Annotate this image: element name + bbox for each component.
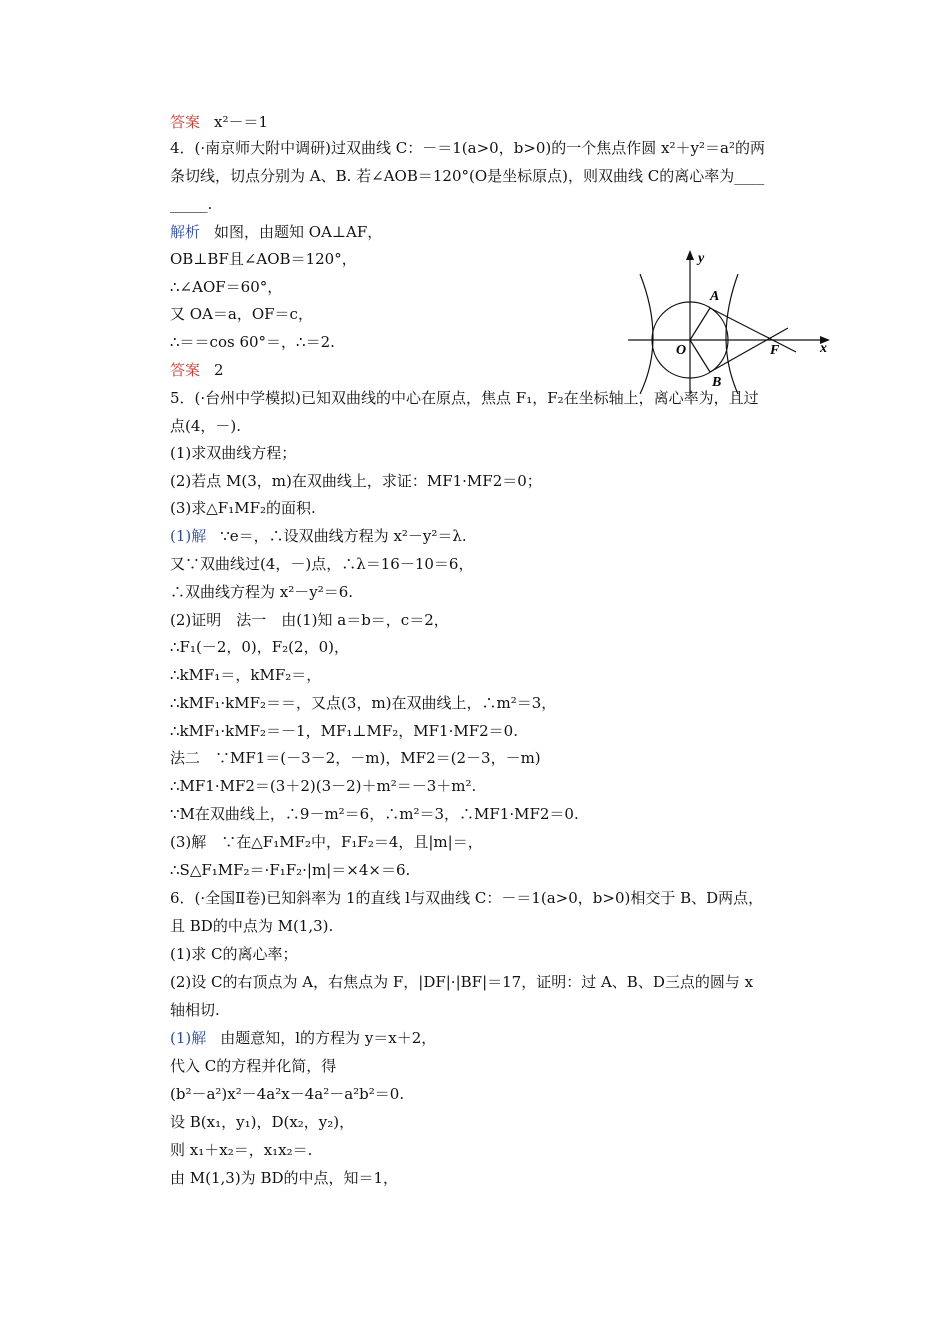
label-b: B	[712, 375, 722, 390]
line-text: 由 M(1,3)为 BD的中点，知＝1，	[170, 1169, 399, 1187]
text-line	[170, 888, 763, 908]
text-line	[170, 138, 765, 158]
line-text: ∴＝＝cos 60°＝，∴＝2.	[170, 333, 335, 351]
line-text: ∴MF1·MF2＝(3＋2)(3－2)＋m²＝－3＋m².	[170, 777, 477, 795]
line-label: (1)解	[170, 1029, 207, 1047]
text-line	[170, 166, 764, 186]
label-o: O	[676, 343, 687, 358]
text-line	[170, 360, 224, 380]
text-line	[170, 972, 753, 992]
line-text: x²－＝1	[214, 113, 269, 131]
text-line	[170, 554, 473, 574]
text-line	[170, 1084, 404, 1104]
line-text: 点(4，－).	[170, 417, 242, 435]
line-text: (2)证明 法一 由(1)知 a＝b＝，c＝2，	[170, 611, 449, 629]
line-text: 由题意知，l的方程为 y＝x＋2，	[220, 1029, 437, 1047]
hyperbola-figure	[626, 248, 834, 394]
line-label: (1)解	[170, 527, 207, 545]
line-text: ∵M在双曲线上，∴9－m²＝6，∴m²＝3，∴MF1·MF2＝0.	[170, 805, 579, 823]
line-label: 解析	[170, 223, 201, 241]
text-line	[170, 194, 212, 214]
text-line	[170, 112, 268, 132]
text-line	[170, 498, 316, 518]
line-text: ∴F₁(－2，0)，F₂(2，0)，	[170, 638, 349, 656]
line-text: 如图，由题知 OA⊥AF，	[214, 223, 383, 241]
line-text: (1)求 C的离心率；	[170, 945, 298, 963]
line-text: (b²－a²)x²－4a²x－4a²－a²b²＝0.	[170, 1085, 405, 1103]
label-y: y	[698, 251, 705, 266]
text-line	[170, 249, 357, 269]
text-line	[170, 1000, 220, 1020]
line-text: ∴双曲线方程为 x²－y²＝6.	[170, 583, 354, 601]
text-line	[170, 860, 410, 880]
text-line	[170, 526, 467, 546]
text-line	[170, 916, 333, 936]
text-line	[170, 304, 313, 324]
text-line	[170, 443, 296, 463]
text-line	[170, 944, 298, 964]
text-line	[170, 1168, 398, 1188]
line-text: 4．(·南京师大附中调研)过双曲线 C：－＝1(a>0，b>0)的一个焦点作圆 x²＋y²＝a²的两	[170, 139, 765, 157]
text-line	[170, 332, 335, 352]
line-text: ∴kMF₁·kMF₂＝－1，MF₁⊥MF₂，MF1·MF2＝0.	[170, 722, 518, 740]
line-text: ∴∠AOF＝60°，	[170, 278, 283, 296]
line-text: 条切线，切点分别为 A、B. 若∠AOB＝120°(O是坐标原点)，则双曲线 C的离心率为____	[170, 167, 765, 185]
line-text: (3)求△F₁MF₂的面积.	[170, 499, 316, 517]
text-line	[170, 721, 518, 741]
text-line	[170, 416, 241, 436]
line-text: 又 OA＝a，OF＝c，	[170, 305, 313, 323]
line-text: 轴相切.	[170, 1001, 220, 1019]
line-text: (2)若点 M(3，m)在双曲线上，求证：MF1·MF2＝0；	[170, 472, 542, 490]
line-text: (1)求双曲线方程；	[170, 444, 297, 462]
text-line	[170, 748, 541, 768]
line-text: 法二 ∵MF1＝(－3－2，－m)，MF2＝(2－3，－m)	[170, 749, 541, 767]
text-line	[170, 776, 476, 796]
line-text: 且 BD的中点为 M(1,3).	[170, 917, 334, 935]
text-line	[170, 804, 579, 824]
line-text: _____.	[170, 195, 213, 213]
text-line	[170, 693, 556, 713]
text-line	[170, 637, 349, 657]
label-f: F	[770, 343, 780, 358]
y-axis-arrow	[686, 250, 694, 260]
line-text: 则 x₁＋x₂＝，x₁x₂＝.	[170, 1141, 313, 1159]
line-text: 代入 C的方程并化简，得	[170, 1057, 337, 1075]
text-line	[170, 1028, 436, 1048]
line-text: (3)解 ∵在△F₁MF₂中，F₁F₂＝4，且|m|＝，	[170, 833, 483, 851]
line-text: ∵e＝，∴设双曲线方程为 x²－y²＝λ.	[220, 527, 467, 545]
text-line	[170, 610, 449, 630]
text-line	[170, 1112, 354, 1132]
hyperbola-left-branch	[640, 274, 653, 394]
text-line	[170, 222, 382, 242]
line-text: 2	[214, 361, 224, 379]
line-text: ∴kMF₁＝，kMF₂＝，	[170, 666, 322, 684]
line-text: 设 B(x₁，y₁)，D(x₂，y₂)，	[170, 1113, 355, 1131]
radius-oa	[690, 308, 710, 340]
line-text: OB⊥BF且∠AOB＝120°，	[170, 250, 357, 268]
line-label: 答案	[170, 113, 201, 131]
label-a: A	[710, 289, 720, 304]
text-line	[170, 665, 321, 685]
line-text: 又∵双曲线过(4，－)点，∴λ＝16－10＝6，	[170, 555, 474, 573]
line-text: (2)设 C的右顶点为 A，右焦点为 F，|DF|·|BF|＝17，证明：过 A、B、D三点的圆与 x	[170, 973, 754, 991]
text-line	[170, 582, 353, 602]
line-text: ∴kMF₁·kMF₂＝＝，又点(3，m)在双曲线上，∴m²＝3，	[170, 694, 557, 712]
line-text: 6．(·全国Ⅱ卷)已知斜率为 1的直线 l与双曲线 C：－＝1(a>0，b>0)相交于 B、D两点，	[170, 889, 764, 907]
text-line	[170, 277, 282, 297]
text-line	[170, 1140, 312, 1160]
label-x: x	[820, 341, 827, 356]
text-line	[170, 471, 542, 491]
text-line	[170, 1056, 336, 1076]
tangent-line-a	[710, 308, 796, 352]
text-line	[170, 832, 483, 852]
line-text: 5．(·台州中学模拟)已知双曲线的中心在原点，焦点 F₁，F₂在坐标轴上，离心率为，且过	[170, 389, 759, 407]
line-text: ∴S△F₁MF₂＝·F₁F₂·|m|＝×4×＝6.	[170, 861, 411, 879]
line-label: 答案	[170, 361, 201, 379]
radius-ob	[690, 340, 710, 372]
